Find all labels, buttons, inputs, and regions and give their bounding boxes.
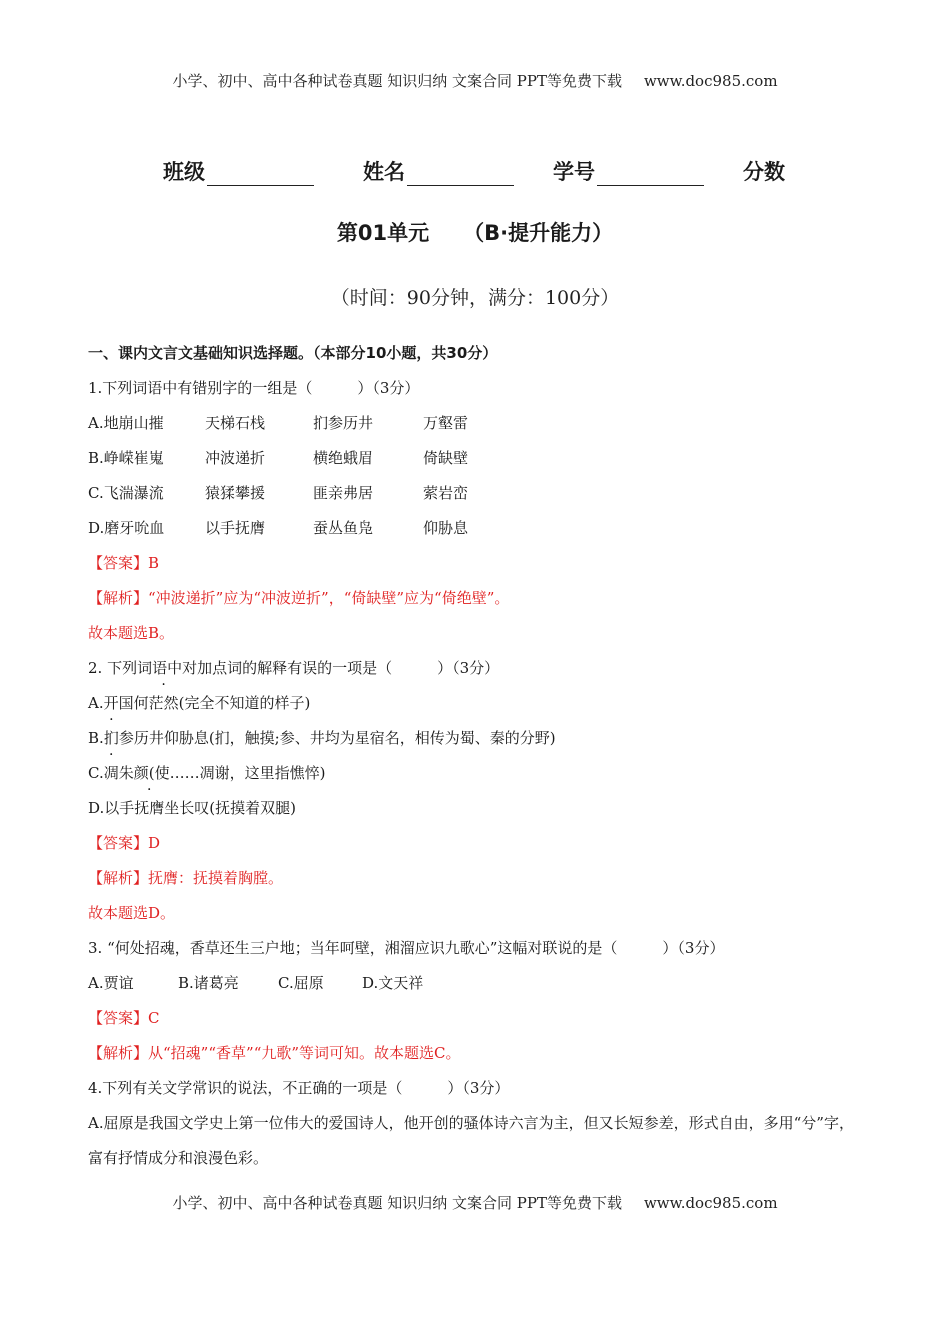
answer-tag: 【答案】 bbox=[88, 834, 149, 852]
footer-text: 小学、初中、高中各种试卷真题 知识归纳 文案合同 PPT等免费下载 bbox=[172, 1194, 622, 1212]
q2-a-dotted: 茫然 bbox=[148, 694, 179, 712]
q1-b-3: 横绝蛾眉 bbox=[313, 449, 374, 467]
q1-stem: 1.下列词语中有错别字的一组是（ ）（3分） bbox=[88, 379, 420, 397]
name-field bbox=[363, 156, 514, 186]
q1-option-d[interactable] bbox=[88, 511, 868, 546]
name-label: 姓名 bbox=[363, 160, 405, 184]
q2-stem: 2. 下列词语中对加点词的解释有误的一项是（ ）（3分） bbox=[88, 659, 500, 677]
q3-option-b[interactable]: B.诸葛亮 bbox=[178, 974, 239, 992]
answer-value: B bbox=[148, 554, 160, 572]
q3-option-a[interactable]: A.贾谊 bbox=[88, 974, 134, 992]
q2-b-post: 参历井仰胁息(扪，触摸;参、井均为星宿名，相传为蜀、秦的分野) bbox=[118, 729, 556, 747]
answer-value: C bbox=[148, 1009, 160, 1027]
id-field bbox=[553, 156, 704, 186]
q1-option-b[interactable] bbox=[88, 441, 868, 476]
q2-answer bbox=[88, 826, 868, 861]
class-label: 班级 bbox=[163, 160, 205, 184]
id-label: 学号 bbox=[553, 160, 595, 184]
q1-b-4: 倚缺壁 bbox=[423, 449, 469, 467]
name-blank[interactable] bbox=[407, 163, 514, 186]
q2-c-dotted: 凋 bbox=[103, 764, 119, 782]
analysis-text: 抚膺：抚摸着胸膛。 bbox=[148, 869, 284, 887]
answer-tag: 【答案】 bbox=[88, 1009, 149, 1027]
page-title bbox=[0, 217, 950, 247]
class-blank[interactable] bbox=[207, 163, 314, 186]
q2-b-pre: B. bbox=[88, 729, 104, 747]
q2-analysis bbox=[88, 861, 868, 896]
q1-c-2: 猿猱攀援 bbox=[205, 484, 266, 502]
q2-a-pre: A.开国何 bbox=[88, 694, 149, 712]
score-label: 分数 bbox=[743, 160, 785, 184]
q3-option-d[interactable]: D.文天祥 bbox=[362, 974, 424, 992]
section-heading: 一、课内文言文基础知识选择题。（本部分10小题，共30分） bbox=[88, 344, 498, 362]
q4-option-a[interactable]: A.屈原是我国文学史上第一位伟大的爱国诗人，他开创的骚体诗六言为主，但又长短参差，形式自由，多用“兮”字，富有抒情成分和浪漫色彩。 bbox=[88, 1114, 854, 1167]
q2-a-post: (完全不知道的样子) bbox=[178, 694, 311, 712]
q3-stem: 3. “何处招魂，香草还生三户地；当年呵壁，湘溜应识九歌心”这幅对联说的是（ ）（3分） bbox=[88, 939, 725, 957]
q1-a-3: 扪参历井 bbox=[313, 414, 374, 432]
q1-b-2: 冲波递折 bbox=[205, 449, 266, 467]
analysis-text: 从“招魂”“香草”“九歌”等词可知。故本题选C。 bbox=[148, 1044, 461, 1062]
q4-stem: 4.下列有关文学常识的说法，不正确的一项是（ ）（3分） bbox=[88, 1079, 510, 1097]
q2-d-dotted: 抚膺 bbox=[134, 799, 165, 817]
q1-a-1: A.地崩山摧 bbox=[88, 414, 164, 432]
title-main: 第01单元 bbox=[336, 221, 430, 245]
q3-answer bbox=[88, 1001, 868, 1036]
exam-content bbox=[88, 336, 868, 1176]
q3-option-c[interactable]: C.屈原 bbox=[278, 974, 324, 992]
q1-answer bbox=[88, 546, 868, 581]
q1-c-3: 匪亲弗居 bbox=[313, 484, 374, 502]
q1-a-2: 天梯石栈 bbox=[205, 414, 266, 432]
answer-tag: 【答案】 bbox=[88, 554, 149, 572]
id-blank[interactable] bbox=[597, 163, 704, 186]
q3-analysis bbox=[88, 1036, 868, 1071]
header-text: 小学、初中、高中各种试卷真题 知识归纳 文案合同 PPT等免费下载 bbox=[172, 72, 622, 90]
q1-option-a[interactable] bbox=[88, 406, 868, 441]
q2-option-b[interactable] bbox=[88, 721, 868, 756]
answer-value: D bbox=[148, 834, 161, 852]
q1-d-2: 以手抚膺 bbox=[205, 519, 266, 537]
q1-d-4: 仰胁息 bbox=[423, 519, 469, 537]
exam-time-info: （时间：90分钟，满分：100分） bbox=[330, 287, 620, 309]
q1-c-4: 萦岩峦 bbox=[423, 484, 469, 502]
q2-d-pre: D.以手 bbox=[88, 799, 135, 817]
analysis-tag: 【解析】 bbox=[88, 1044, 149, 1062]
footer-site[interactable]: www.doc985.com bbox=[643, 1194, 778, 1212]
q1-c-1: C.飞湍瀑流 bbox=[88, 484, 164, 502]
q1-d-1: D.磨牙吮血 bbox=[88, 519, 165, 537]
analysis-text: “冲波递折”应为“冲波逆折”，“倚缺壁”应为“倚绝壁”。 bbox=[148, 589, 510, 607]
q2-c-post: 朱颜(使……凋谢，这里指憔悴) bbox=[118, 764, 326, 782]
analysis-tag: 【解析】 bbox=[88, 869, 149, 887]
page-footer bbox=[0, 1192, 950, 1213]
q1-b-1: B.峥嵘崔嵬 bbox=[88, 449, 164, 467]
q1-option-c[interactable] bbox=[88, 476, 868, 511]
q1-d-3: 蚕丛鱼凫 bbox=[313, 519, 374, 537]
class-field bbox=[163, 156, 314, 186]
q2-d-post: 坐长叹(抚摸着双腿) bbox=[164, 799, 296, 817]
page-header bbox=[0, 70, 950, 91]
analysis-tag: 【解析】 bbox=[88, 589, 149, 607]
q2-option-c[interactable] bbox=[88, 756, 868, 791]
q1-analysis bbox=[88, 581, 868, 616]
q3-options bbox=[88, 966, 868, 1001]
q2-b-dotted: 扪 bbox=[103, 729, 119, 747]
q1-a-4: 万壑雷 bbox=[423, 414, 469, 432]
q2-option-d[interactable] bbox=[88, 791, 868, 826]
q2-conclusion: 故本题选D。 bbox=[88, 904, 176, 922]
title-tag: （B·提升能力） bbox=[463, 221, 614, 245]
score-field bbox=[743, 156, 785, 186]
q1-conclusion: 故本题选B。 bbox=[88, 624, 175, 642]
q2-c-pre: C. bbox=[88, 764, 104, 782]
q2-option-a[interactable] bbox=[88, 686, 868, 721]
header-site[interactable]: www.doc985.com bbox=[643, 72, 778, 90]
